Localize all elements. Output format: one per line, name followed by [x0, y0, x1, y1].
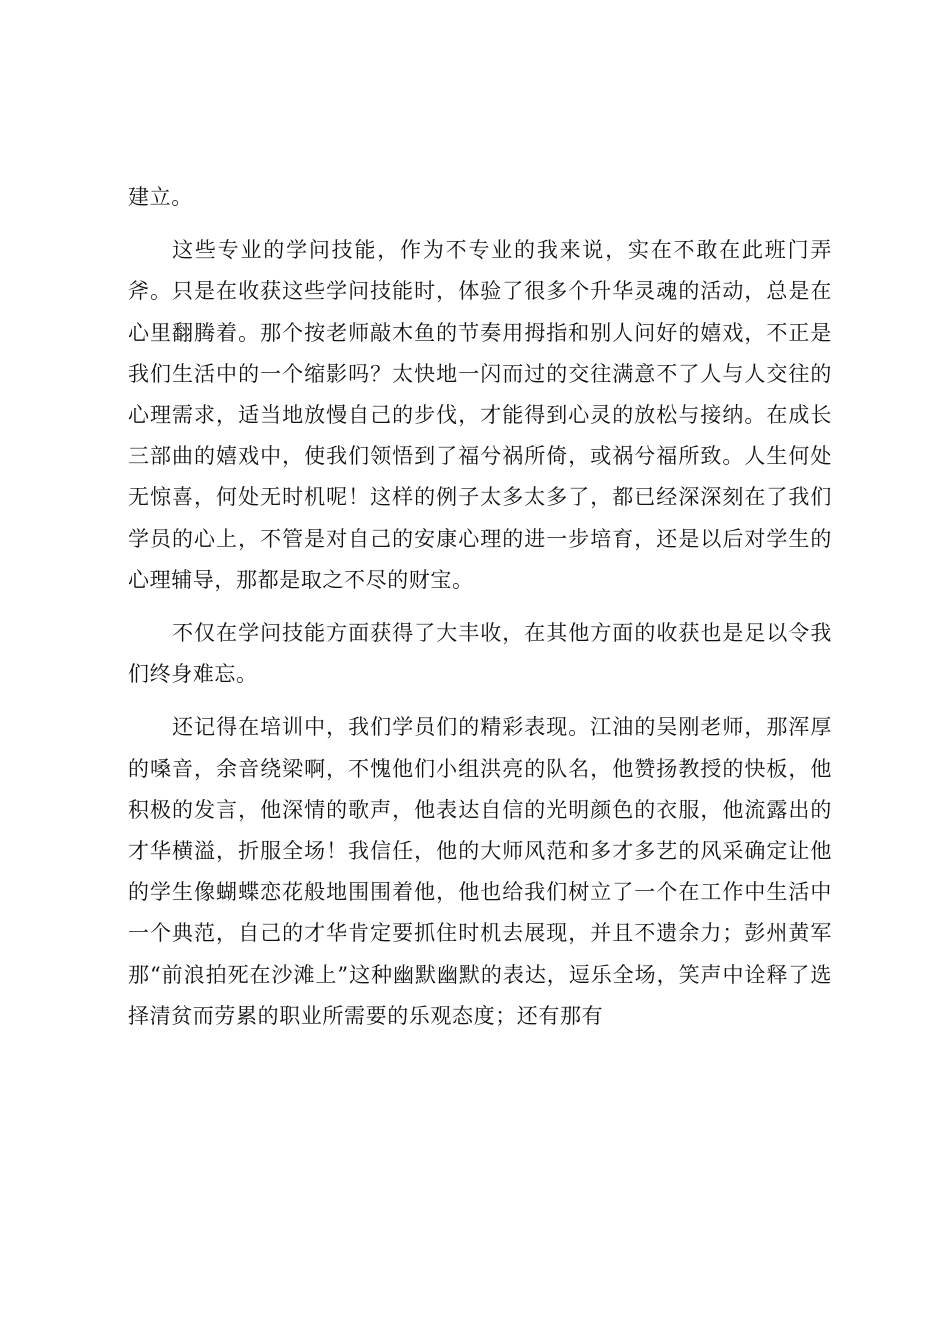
paragraph-trainee-performance: 还记得在培训中，我们学员们的精彩表现。江油的吴刚老师，那浑厚的嗓音，余音绕梁啊，不愧他们小组洪亮的队名，他赞扬教授的快板，他积极的发言，他深情的歌声，他表达自信的光明颜色的衣服，他流露出的才华横溢，折服全场！我信任，他的大师风范和多才多艺的风采确定让他的学生像蝴蝶恋花般地围围着他，他也给我们树立了一个在工作中生活中一个典范，自己的才华肯定要抓住时机去展现，并且不遗余力；彭州黄军那“前浪拍死在沙滩上”这种幽默幽默的表达，逗乐全场，笑声中诠释了选择清贫而劳累的职业所需要的乐观态度；还有那有 — [128, 715, 832, 1028]
paragraph-other-gains: 不仅在学问技能方面获得了大丰收，在其他方面的收获也是足以令我们终身难忘。 — [128, 621, 832, 687]
paragraph-professional-skills: 这些专业的学问技能，作为不专业的我来说，实在不敢在此班门弄斧。只是在收获这些学问技能时，体验了很多个升华灵魂的活动，总是在心里翻腾着。那个按老师敲木鱼的节奏用拇指和别人问好的嬉戏，不正是我们生活中的一个缩影吗？太快地一闪而过的交往满意不了人与人交往的心理需求，适当地放慢自己的步伐，才能得到心灵的放松与接纳。在成长三部曲的嬉戏中，使我们领悟到了福兮祸所倚，或祸兮福所致。人生何处无惊喜，何处无时机呢！这样的例子太多太多了，都已经深深刻在了我们学员的心上，不管是对自己的安康心理的进一步培育，还是以后对学生的心理辅导，那都是取之不尽的财宝。 — [128, 238, 832, 592]
paragraph-continuation: 建立。 — [128, 185, 193, 209]
body-text — [128, 177, 832, 1037]
